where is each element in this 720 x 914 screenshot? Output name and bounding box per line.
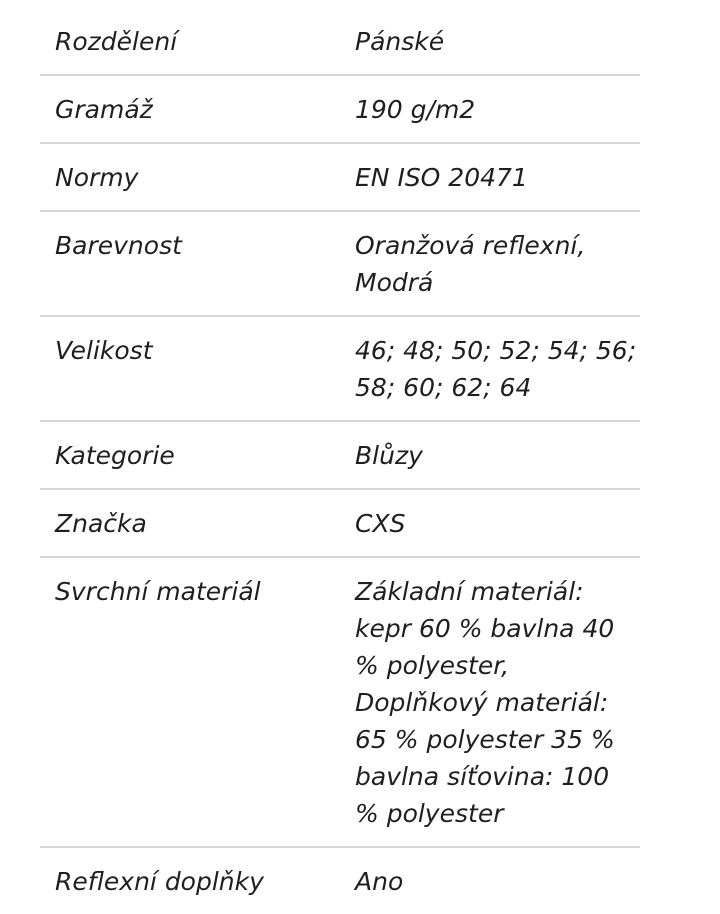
spec-value: Ano bbox=[355, 867, 404, 896]
spec-row-category bbox=[40, 421, 640, 489]
spec-value: 46; 48; 50; 52; 54; 56; 58; 60; 62; 64 bbox=[340, 316, 640, 421]
spec-label: Značka bbox=[40, 489, 340, 557]
spec-label: Normy bbox=[40, 143, 340, 211]
spec-label: Kategorie bbox=[40, 421, 340, 489]
spec-row-weight bbox=[40, 75, 640, 143]
spec-label: Reflexní doplňky bbox=[55, 867, 264, 896]
spec-label: Barevnost bbox=[40, 211, 340, 316]
product-spec-table bbox=[40, 8, 640, 914]
spec-value: Pánské bbox=[340, 8, 640, 75]
spec-value: CXS bbox=[340, 489, 640, 557]
spec-row-division bbox=[40, 8, 640, 75]
spec-row-standards bbox=[40, 143, 640, 211]
spec-row-colors bbox=[40, 211, 640, 316]
spec-row-sizes bbox=[40, 316, 640, 421]
spec-row-brand bbox=[40, 489, 640, 557]
spec-value: EN ISO 20471 bbox=[340, 143, 640, 211]
spec-value: Blůzy bbox=[340, 421, 640, 489]
spec-row-reflective bbox=[40, 847, 640, 914]
spec-label: Svrchní materiál bbox=[40, 557, 340, 847]
spec-label: Gramáž bbox=[40, 75, 340, 143]
spec-label: Velikost bbox=[40, 316, 340, 421]
spec-label: Rozdělení bbox=[40, 8, 340, 75]
spec-value: Základní materiál: kepr 60 % bavlna 40 % polyester, Doplňkový materiál: 65 % polyester 35 % bavlna síťovina: 100 % polyester bbox=[340, 557, 640, 847]
spec-row-outer-material bbox=[40, 557, 640, 847]
spec-value: Oranžová reflexní, Modrá bbox=[340, 211, 640, 316]
spec-value: 190 g/m2 bbox=[340, 75, 640, 143]
